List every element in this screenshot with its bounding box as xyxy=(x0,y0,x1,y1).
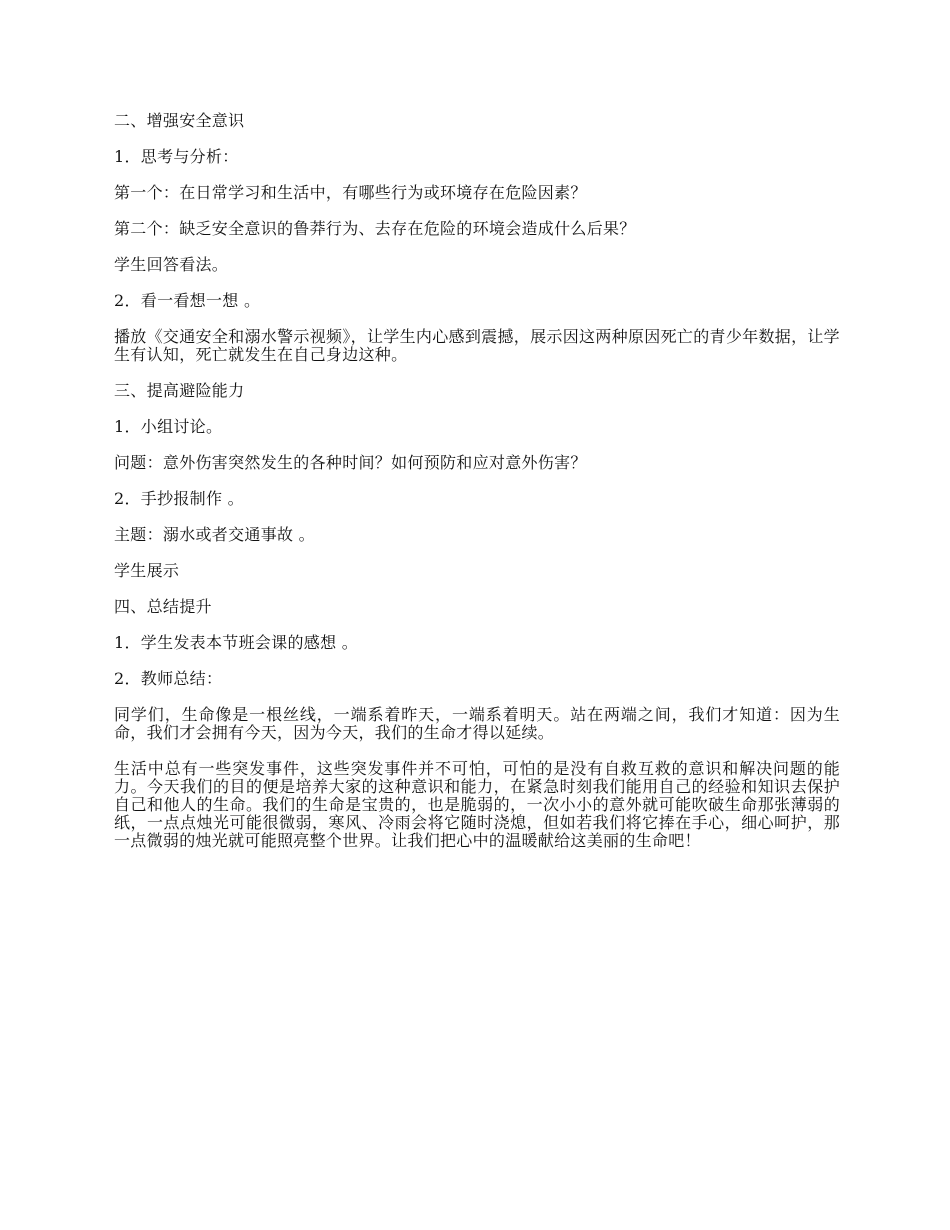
document-page xyxy=(114,112,840,868)
subheading-handwritten-newspaper: 2．手抄报制作 。 xyxy=(114,489,244,508)
subheading-group-discussion: 1．小组讨论。 xyxy=(114,417,223,436)
question-1: 第一个：在日常学习和生活中，有哪些行为或环境存在危险因素？ xyxy=(114,183,587,202)
section-heading-2: 二、增强安全意识 xyxy=(114,111,245,130)
summary-paragraph-2: 生活中总有一些突发事件，这些突发事件并不可怕，可怕的是没有自救互救的意识和解决问题的能力。今天我们的目的便是培养大家的这种意识和能力，在紧急时刻我们能用自己的经验和知识去保护自己和他人的生命。我们的生命是宝贵的，也是脆弱的，一次小小的意外就可能吹破生命那张薄弱的纸，一点点烛光可能很微弱，寒风、冷雨会将它随时浇熄，但如若我们将它捧在手心，细心呵护，那一点微弱的烛光就可能照亮整个世界。让我们把心中的温暖献给这美丽的生命吧！ xyxy=(114,759,840,850)
question-2: 第二个：缺乏安全意识的鲁莽行为、去存在危险的环境会造成什么后果？ xyxy=(114,219,636,238)
discussion-question: 问题：意外伤害突然发生的各种时间？如何预防和应对意外伤害？ xyxy=(114,453,587,472)
summary-paragraph-1: 同学们，生命像是一根丝线，一端系着昨天，一端系着明天。站在两端之间，我们才知道：因为生命，我们才会拥有今天，因为今天，我们的生命才得以延续。 xyxy=(114,705,840,742)
subheading-teacher-summary: 2．教师总结： xyxy=(114,669,223,688)
section-heading-4: 四、总结提升 xyxy=(114,597,212,616)
subheading-think-analyze: 1．思考与分析： xyxy=(114,147,239,166)
student-showcase: 学生展示 xyxy=(114,561,180,580)
newspaper-theme: 主题：溺水或者交通事故 。 xyxy=(114,525,315,544)
subheading-student-reflection: 1．学生发表本节班会课的感想 。 xyxy=(114,633,359,652)
subheading-watch-think: 2．看一看想一想 。 xyxy=(114,291,261,310)
video-description: 播放《交通安全和溺水警示视频》，让学生内心感到震撼，展示因这两种原因死亡的青少年数据，让学生有认知，死亡就发生在自己身边这种。 xyxy=(114,327,840,364)
student-answer-note: 学生回答看法。 xyxy=(114,255,229,274)
section-heading-3: 三、提高避险能力 xyxy=(114,381,245,400)
